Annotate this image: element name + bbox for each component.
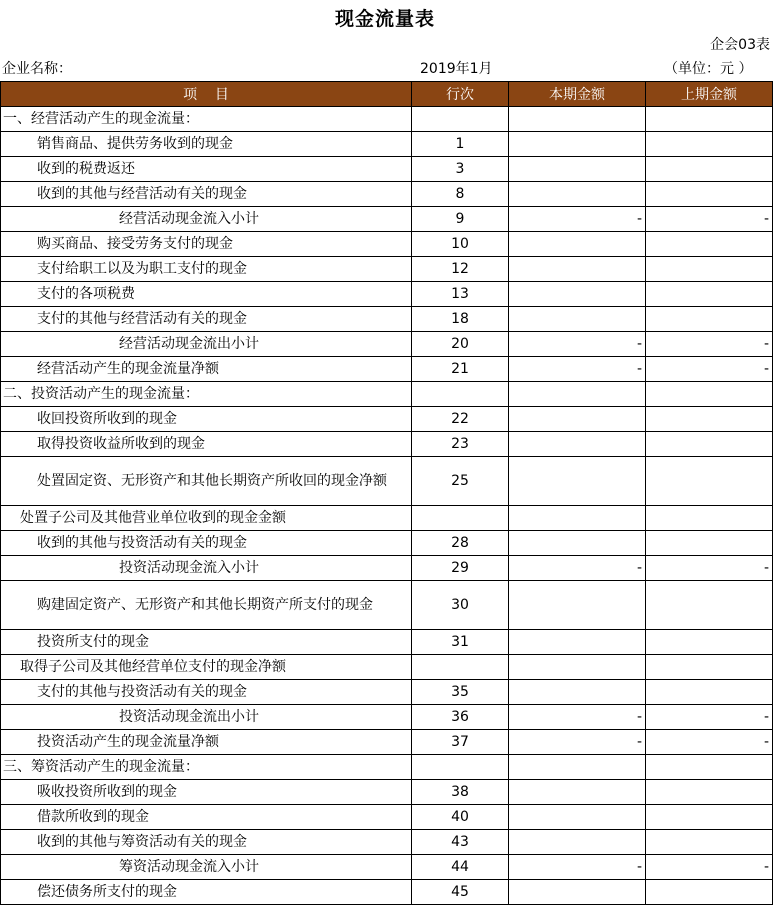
row-current-amount[interactable] (509, 407, 646, 432)
row-current-amount[interactable] (509, 107, 646, 132)
row-previous-amount[interactable] (646, 531, 773, 556)
row-line-no[interactable]: 29 (412, 556, 509, 581)
row-previous-amount[interactable] (646, 880, 773, 905)
row-item[interactable]: 取得投资收益所收到的现金 (1, 432, 412, 457)
row-previous-amount[interactable] (646, 680, 773, 705)
table-row (1, 107, 773, 132)
row-previous-amount[interactable]: - (646, 730, 773, 755)
row-current-amount[interactable] (509, 531, 646, 556)
row-line-no[interactable]: 45 (412, 880, 509, 905)
row-previous-amount[interactable]: - (646, 332, 773, 357)
row-item[interactable]: 投资所支付的现金 (1, 630, 412, 655)
row-line-no[interactable] (412, 506, 509, 531)
row-current-amount[interactable]: - (509, 207, 646, 232)
row-previous-amount[interactable] (646, 755, 773, 780)
row-item[interactable]: 筹资活动现金流入小计 (1, 855, 412, 880)
table-row (1, 282, 773, 307)
row-current-amount[interactable] (509, 182, 646, 207)
cash-flow-table (0, 81, 773, 905)
row-item[interactable]: 支付的其他与投资活动有关的现金 (1, 680, 412, 705)
row-line-no[interactable] (412, 655, 509, 680)
table-row (1, 182, 773, 207)
row-previous-amount[interactable] (646, 257, 773, 282)
table-row (1, 556, 773, 581)
row-previous-amount[interactable] (646, 581, 773, 630)
row-previous-amount[interactable] (646, 307, 773, 332)
row-previous-amount[interactable] (646, 805, 773, 830)
table-row (1, 805, 773, 830)
row-item[interactable]: 支付的各项税费 (1, 282, 412, 307)
row-item[interactable]: 收到的其他与筹资活动有关的现金 (1, 830, 412, 855)
row-current-amount[interactable] (509, 880, 646, 905)
row-line-no[interactable]: 9 (412, 207, 509, 232)
row-line-no[interactable]: 31 (412, 630, 509, 655)
row-current-amount[interactable]: - (509, 556, 646, 581)
row-previous-amount[interactable] (646, 457, 773, 506)
form-code: 企会03表 (710, 37, 770, 53)
row-line-no[interactable]: 12 (412, 257, 509, 282)
row-current-amount[interactable]: - (509, 332, 646, 357)
row-current-amount[interactable] (509, 655, 646, 680)
row-previous-amount[interactable] (646, 630, 773, 655)
row-item[interactable]: 收回投资所收到的现金 (1, 407, 412, 432)
row-current-amount[interactable] (509, 432, 646, 457)
row-line-no[interactable]: 37 (412, 730, 509, 755)
row-current-amount[interactable] (509, 232, 646, 257)
row-line-no[interactable]: 35 (412, 680, 509, 705)
table-row (1, 357, 773, 382)
table-row (1, 855, 773, 880)
table-row (1, 655, 773, 680)
row-item[interactable]: 经营活动产生的现金流量净额 (1, 357, 412, 382)
row-item[interactable]: 吸收投资所收到的现金 (1, 780, 412, 805)
row-previous-amount[interactable]: - (646, 357, 773, 382)
row-item[interactable]: 支付给职工以及为职工支付的现金 (1, 257, 412, 282)
report-period: 2019年1月 (420, 61, 493, 77)
row-current-amount[interactable] (509, 830, 646, 855)
row-current-amount[interactable] (509, 805, 646, 830)
header-line-no: 行次 (412, 82, 509, 107)
row-previous-amount[interactable] (646, 780, 773, 805)
row-previous-amount[interactable]: - (646, 705, 773, 730)
row-current-amount[interactable] (509, 382, 646, 407)
table-row (1, 705, 773, 730)
row-current-amount[interactable] (509, 755, 646, 780)
row-line-no[interactable]: 30 (412, 581, 509, 630)
row-previous-amount[interactable]: - (646, 207, 773, 232)
row-previous-amount[interactable] (646, 432, 773, 457)
row-current-amount[interactable] (509, 581, 646, 630)
row-line-no[interactable]: 1 (412, 132, 509, 157)
row-line-no[interactable]: 20 (412, 332, 509, 357)
row-item[interactable]: 收到的税费返还 (1, 157, 412, 182)
table-row (1, 730, 773, 755)
row-previous-amount[interactable] (646, 382, 773, 407)
row-previous-amount[interactable] (646, 132, 773, 157)
table-row (1, 407, 773, 432)
table-row (1, 780, 773, 805)
row-current-amount[interactable] (509, 780, 646, 805)
row-previous-amount[interactable]: - (646, 556, 773, 581)
row-line-no[interactable]: 8 (412, 182, 509, 207)
row-current-amount[interactable] (509, 457, 646, 506)
row-previous-amount[interactable] (646, 407, 773, 432)
row-current-amount[interactable] (509, 157, 646, 182)
row-item[interactable]: 一、经营活动产生的现金流量： (1, 107, 412, 132)
table-row (1, 531, 773, 556)
table-row (1, 307, 773, 332)
row-line-no[interactable]: 38 (412, 780, 509, 805)
row-current-amount[interactable] (509, 630, 646, 655)
row-current-amount[interactable] (509, 506, 646, 531)
row-line-no[interactable]: 36 (412, 705, 509, 730)
table-row (1, 132, 773, 157)
row-item[interactable]: 购建固定资产、无形资产和其他长期资产所支付的现金 (1, 581, 412, 630)
table-row (1, 382, 773, 407)
row-line-no[interactable]: 18 (412, 307, 509, 332)
row-line-no[interactable]: 21 (412, 357, 509, 382)
row-current-amount[interactable] (509, 680, 646, 705)
row-line-no[interactable] (412, 107, 509, 132)
row-line-no[interactable]: 3 (412, 157, 509, 182)
row-item[interactable]: 处置子公司及其他营业单位收到的现金金额 (1, 506, 412, 531)
table-row (1, 755, 773, 780)
table-row (1, 232, 773, 257)
row-previous-amount[interactable] (646, 830, 773, 855)
row-item[interactable]: 经营活动现金流出小计 (1, 332, 412, 357)
header-previous-amount: 上期金额 (646, 82, 773, 107)
company-name-label: 企业名称： (2, 61, 72, 77)
currency-unit: （单位：元 ） (664, 61, 753, 77)
row-previous-amount[interactable] (646, 506, 773, 531)
row-line-no[interactable]: 23 (412, 432, 509, 457)
table-row (1, 157, 773, 182)
table-row (1, 630, 773, 655)
row-current-amount[interactable]: - (509, 357, 646, 382)
row-previous-amount[interactable] (646, 232, 773, 257)
row-item[interactable]: 二、投资活动产生的现金流量： (1, 382, 412, 407)
row-line-no[interactable]: 13 (412, 282, 509, 307)
row-item[interactable]: 投资活动产生的现金流量净额 (1, 730, 412, 755)
row-item[interactable]: 借款所收到的现金 (1, 805, 412, 830)
row-current-amount[interactable] (509, 257, 646, 282)
row-line-no[interactable] (412, 382, 509, 407)
row-line-no[interactable]: 22 (412, 407, 509, 432)
row-line-no[interactable]: 40 (412, 805, 509, 830)
row-current-amount[interactable] (509, 132, 646, 157)
row-line-no[interactable]: 28 (412, 531, 509, 556)
row-item[interactable]: 收到的其他与投资活动有关的现金 (1, 531, 412, 556)
table-row (1, 257, 773, 282)
table-row (1, 332, 773, 357)
table-row (1, 581, 773, 630)
row-current-amount[interactable]: - (509, 855, 646, 880)
table-row (1, 680, 773, 705)
table-row (1, 880, 773, 905)
row-previous-amount[interactable]: - (646, 855, 773, 880)
table-row (1, 830, 773, 855)
row-previous-amount[interactable] (646, 282, 773, 307)
row-current-amount[interactable] (509, 282, 646, 307)
table-row (1, 506, 773, 531)
header-current-amount: 本期金额 (509, 82, 646, 107)
page-title: 现金流量表 (334, 8, 435, 30)
row-item[interactable]: 偿还债务所支付的现金 (1, 880, 412, 905)
row-item[interactable]: 三、筹资活动产生的现金流量： (1, 755, 412, 780)
row-item[interactable]: 收到的其他与经营活动有关的现金 (1, 182, 412, 207)
row-previous-amount[interactable] (646, 107, 773, 132)
row-line-no[interactable]: 10 (412, 232, 509, 257)
row-item[interactable]: 投资活动现金流出小计 (1, 705, 412, 730)
row-item[interactable]: 支付的其他与经营活动有关的现金 (1, 307, 412, 332)
row-previous-amount[interactable] (646, 157, 773, 182)
row-previous-amount[interactable] (646, 655, 773, 680)
header-item: 项 目 (1, 82, 412, 107)
row-line-no[interactable] (412, 755, 509, 780)
row-line-no[interactable]: 44 (412, 855, 509, 880)
row-line-no[interactable]: 25 (412, 457, 509, 506)
row-current-amount[interactable] (509, 307, 646, 332)
row-item[interactable]: 购买商品、接受劳务支付的现金 (1, 232, 412, 257)
table-header-row (1, 82, 773, 107)
row-item[interactable]: 投资活动现金流入小计 (1, 556, 412, 581)
row-previous-amount[interactable] (646, 182, 773, 207)
row-item[interactable]: 销售商品、提供劳务收到的现金 (1, 132, 412, 157)
row-item[interactable]: 经营活动现金流入小计 (1, 207, 412, 232)
row-item[interactable]: 处置固定资、无形资产和其他长期资产所收回的现金净额 (1, 457, 412, 506)
row-line-no[interactable]: 43 (412, 830, 509, 855)
table-row (1, 207, 773, 232)
row-current-amount[interactable]: - (509, 705, 646, 730)
table-row (1, 457, 773, 506)
row-current-amount[interactable]: - (509, 730, 646, 755)
row-item[interactable]: 取得子公司及其他经营单位支付的现金净额 (1, 655, 412, 680)
table-row (1, 432, 773, 457)
